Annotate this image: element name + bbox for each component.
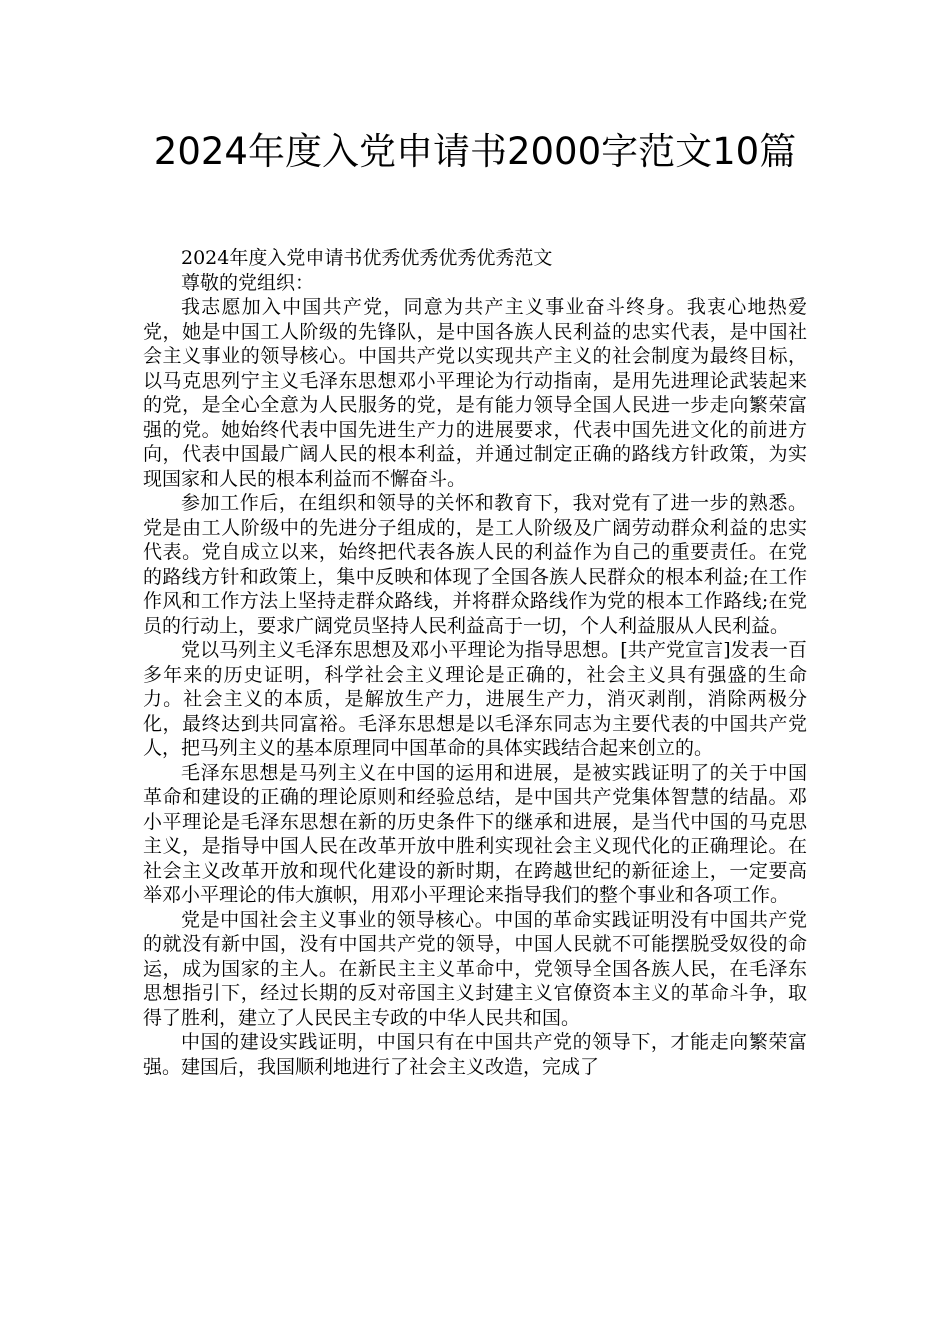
document-body xyxy=(143,246,807,1079)
document-subtitle: 2024年度入党申请书优秀优秀优秀优秀范文 xyxy=(181,247,553,269)
paragraph-3: 党以马列主义毛泽东思想及邓小平理论为指导思想。[共产党宣言]发表一百多年来的历史证明，科学社会主义理论是正确的，社会主义具有强盛的生命力。社会主义的本质，是解放生产力，进展生产力，消灭剥削，消除两极分化，最终达到共同富裕。毛泽东思想是以毛泽东同志为主要代表的中国共产党人，把马列主义的基本原理同中国革命的具体实践结合起来创立的。 xyxy=(143,639,807,759)
paragraph-1: 我志愿加入中国共产党，同意为共产主义事业奋斗终身。我衷心地热爱党，她是中国工人阶级的先锋队，是中国各族人民利益的忠实代表，是中国社会主义事业的领导核心。中国共产党以实现共产主义的社会制度为最终目标，以马克思列宁主义毛泽东思想邓小平理论为行动指南，是用先进理论武装起来的党，是全心全意为人民服务的党，是有能力领导全国人民进一步走向繁荣富强的党。她始终代表中国先进生产力的进展要求，代表中国先进文化的前进方向，代表中国最广阔人民的根本利益，并通过制定正确的路线方针政策，为实现国家和人民的根本利益而不懈奋斗。 xyxy=(143,296,807,490)
document-title: 2024年度入党申请书2000字范文10篇 xyxy=(153,130,797,173)
paragraph-5: 党是中国社会主义事业的领导核心。中国的革命实践证明没有中国共产党的就没有新中国，没有中国共产党的领导，中国人民就不可能摆脱受奴役的命运，成为国家的主人。在新民主主义革命中，党领导全国各族人民，在毛泽东思想指引下，经过长期的反对帝国主义封建主义官僚资本主义的革命斗争，取得了胜利，建立了人民民主专政的中华人民共和国。 xyxy=(143,908,807,1029)
paragraph-6: 中国的建设实践证明，中国只有在中国共产党的领导下，才能走向繁荣富强。建国后，我国顺利地进行了社会主义改造，完成了 xyxy=(143,1031,807,1078)
paragraph-4: 毛泽东思想是马列主义在中国的运用和进展，是被实践证明了的关于中国革命和建设的正确的理论原则和经验总结，是中国共产党集体智慧的结晶。邓小平理论是毛泽东思想在新的历史条件下的继承和进展，是当代中国的马克思主义，是指导中国人民在改革开放中胜利实现社会主义现代化的正确理论。在社会主义改革开放和现代化建设的新时期，在跨越世纪的新征途上，一定要高举邓小平理论的伟大旗帜，用邓小平理论来指导我们的整个事业和各项工作。 xyxy=(143,761,807,906)
salutation: 尊敬的党组织： xyxy=(181,271,315,294)
paragraph-2: 参加工作后，在组织和领导的关怀和教育下，我对党有了进一步的熟悉。党是由工人阶级中的先进分子组成的，是工人阶级及广阔劳动群众利益的忠实代表。党自成立以来，始终把代表各族人民的利益作为自己的重要责任。在党的路线方针和政策上，集中反映和体现了全国各族人民群众的根本利益;在工作作风和工作方法上坚持走群众路线，并将群众路线作为党的根本工作路线;在党员的行动上，要求广阔党员坚持人民利益高于一切，个人利益服从人民利益。 xyxy=(143,492,807,637)
